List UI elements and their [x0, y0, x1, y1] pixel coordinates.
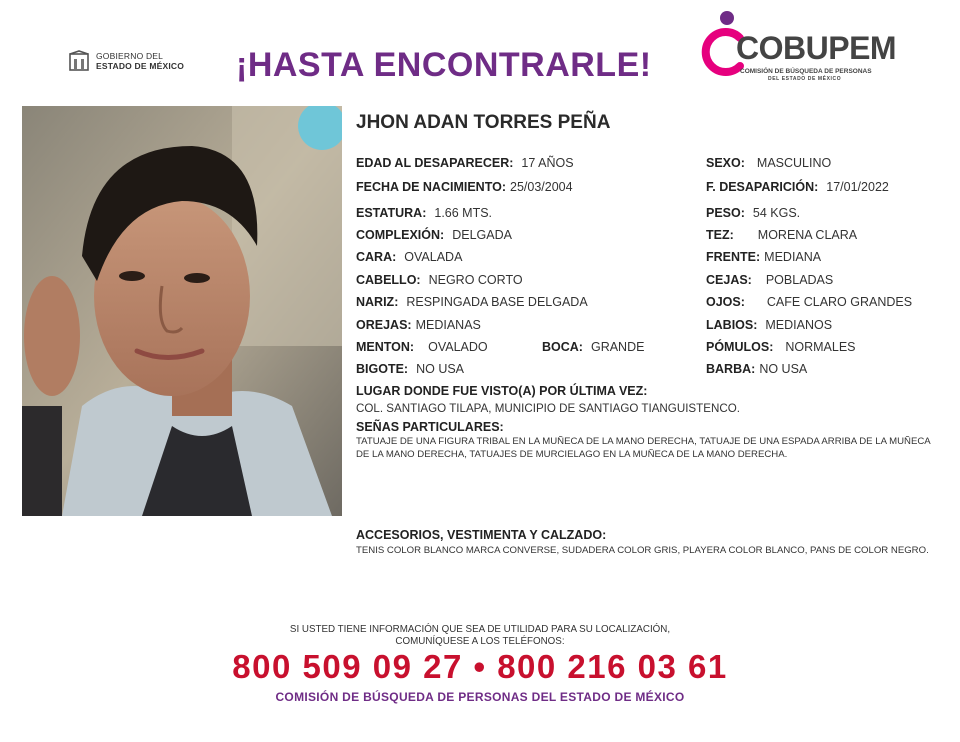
field-nariz-label: NARIZ:: [356, 295, 399, 309]
government-logo: [68, 50, 184, 72]
field-cara-value: OVALADA: [404, 250, 463, 264]
field-desaparicion: [706, 180, 889, 194]
field-nariz: [356, 295, 588, 309]
clothing-heading: ACCESORIOS, VESTIMENTA Y CALZADO:: [356, 528, 607, 542]
field-boca-value: GRANDE: [590, 340, 645, 354]
field-labios-label: LABIOS:: [706, 318, 758, 332]
contact-instructions: [0, 624, 960, 648]
distinguishing-marks-heading: SEÑAS PARTICULARES:: [356, 420, 504, 434]
field-frente-value: MEDIANA: [764, 250, 822, 264]
field-pomulos-label: PÓMULOS:: [706, 340, 774, 354]
field-bigote: [356, 362, 464, 376]
field-orejas-label: OREJAS:: [356, 318, 412, 332]
field-nacimiento: [356, 180, 573, 194]
field-cejas: [706, 273, 833, 287]
phone-numbers: 800 509 09 27 • 800 216 03 61: [232, 648, 728, 685]
field-barba-label: BARBA:: [706, 362, 756, 376]
field-pomulos-value: NORMALES: [785, 340, 856, 354]
field-cara-label: CARA:: [356, 250, 397, 264]
field-menton-value: OVALADO: [428, 340, 488, 354]
field-desaparicion-label: F. DESAPARICIÓN:: [706, 180, 819, 194]
field-cabello: [356, 273, 523, 287]
field-labios: [706, 318, 832, 332]
field-pomulos: [706, 340, 856, 354]
field-cabello-value: NEGRO CORTO: [428, 273, 523, 287]
cobupem-wordmark: COBUPEM: [736, 30, 897, 66]
field-estatura-label: ESTATURA:: [356, 206, 427, 220]
field-desaparicion-value: 17/01/2022: [826, 180, 889, 194]
field-tez: [706, 228, 857, 242]
field-tez-label: TEZ:: [706, 228, 734, 242]
field-labios-value: MEDIANOS: [765, 318, 833, 332]
government-line2: ESTADO DE MÉXICO: [96, 61, 185, 71]
field-orejas-value: MEDIANAS: [415, 318, 481, 332]
contact-instructions-line1: SI USTED TIENE INFORMACIÓN QUE SEA DE UTILIDAD PARA SU LOCALIZACIÓN,: [289, 624, 671, 635]
field-nacimiento-label: FECHA DE NACIMIENTO:: [356, 180, 506, 194]
field-menton-label: MENTON:: [356, 340, 415, 354]
field-boca: [542, 340, 644, 354]
clothing-text: TENIS COLOR BLANCO MARCA CONVERSE, SUDADERA COLOR GRIS, PLAYERA COLOR BLANCO, PANS DE COLOR NEGRO.: [356, 545, 929, 556]
last-seen-heading: LUGAR DONDE FUE VISTO(A) POR ÚLTIMA VEZ:: [356, 384, 648, 398]
field-orejas: [356, 318, 481, 332]
field-sexo: [706, 156, 831, 170]
person-name: JHON ADAN TORRES PEÑA: [356, 112, 611, 133]
field-estatura-value: 1.66 MTS.: [434, 206, 493, 220]
field-estatura: [356, 206, 492, 220]
field-menton: [356, 340, 488, 354]
field-barba: [706, 362, 807, 376]
field-complexion: [356, 228, 512, 242]
field-nacimiento-value: 25/03/2004: [510, 180, 573, 194]
cobupem-subtitle-state: DEL ESTADO DE MÉXICO: [768, 76, 842, 82]
field-boca-label: BOCA:: [542, 340, 583, 354]
field-peso: [706, 206, 800, 220]
missing-person-photo: [22, 106, 342, 516]
field-nariz-value: RESPINGADA BASE DELGADA: [406, 295, 588, 309]
last-seen-location: COL. SANTIAGO TILAPA, MUNICIPIO DE SANTIAGO TIANGUISTENCO.: [356, 402, 740, 415]
field-tez-value: MORENA CLARA: [757, 228, 858, 242]
field-cara: [356, 250, 462, 264]
field-bigote-label: BIGOTE:: [356, 362, 409, 376]
field-frente-label: FRENTE:: [706, 250, 761, 264]
field-peso-label: PESO:: [706, 206, 745, 220]
field-edad: [356, 156, 574, 170]
field-ojos-value: CAFE CLARO GRANDES: [766, 295, 913, 309]
field-complexion-label: COMPLEXIÓN:: [356, 228, 445, 242]
poster-title: ¡HASTA ENCONTRARLE!: [236, 46, 652, 84]
field-edad-value: 17 AÑOS: [521, 156, 574, 170]
field-sexo-value: MASCULINO: [756, 156, 832, 170]
field-edad-label: EDAD AL DESAPARECER:: [356, 156, 514, 170]
cobupem-subtitle: COMISIÓN DE BÚSQUEDA DE PERSONAS: [740, 68, 872, 75]
field-sexo-label: SEXO:: [706, 156, 745, 170]
distinguishing-marks-text: TATUAJE DE UNA FIGURA TRIBAL EN LA MUÑECA DE LA MANO DERECHA, TATUAJE DE UNA ESPADA ARRIBA DE LA MUÑECA DE LA MANO DERECHA, TATUAJES DE MURCIELAGO EN LA MUÑECA DE LA MANO DERECHA.: [356, 436, 931, 460]
contact-instructions-line2: COMUNÍQUESE A LOS TELÉFONOS:: [395, 636, 565, 647]
field-complexion-value: DELGADA: [452, 228, 512, 242]
field-ojos: [706, 295, 912, 309]
field-cabello-label: CABELLO:: [356, 273, 421, 287]
field-frente: [706, 250, 821, 264]
commission-name: COMISIÓN DE BÚSQUEDA DE PERSONAS DEL ESTADO DE MÉXICO: [275, 690, 685, 704]
field-bigote-value: NO USA: [416, 362, 465, 376]
state-emblem-icon: [68, 50, 90, 72]
field-cejas-label: CEJAS:: [706, 273, 752, 287]
field-cejas-value: POBLADAS: [765, 273, 834, 287]
government-line1: GOBIERNO DEL: [96, 51, 164, 61]
field-barba-value: NO USA: [759, 362, 808, 376]
government-name: [96, 51, 184, 71]
field-peso-value: 54 KGS.: [752, 206, 801, 220]
field-ojos-label: OJOS:: [706, 295, 745, 309]
